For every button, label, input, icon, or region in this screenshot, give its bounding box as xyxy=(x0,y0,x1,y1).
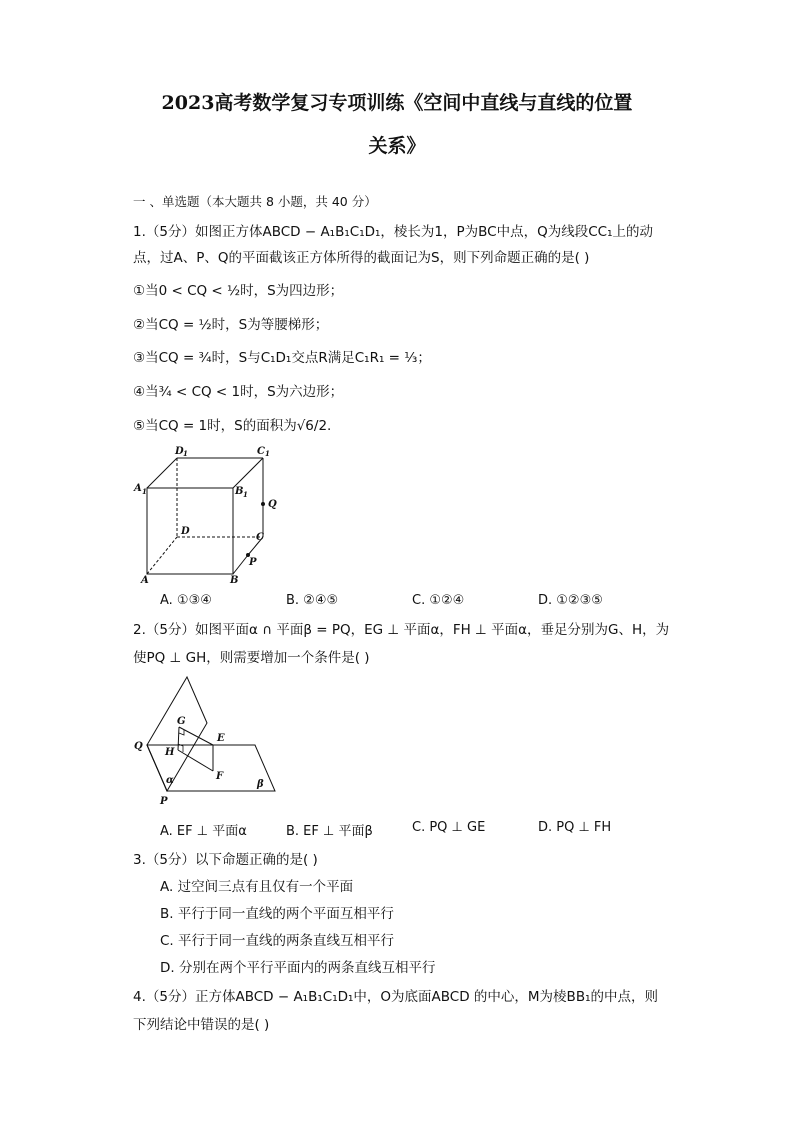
cube-front-face xyxy=(147,488,233,574)
q2-option-a[interactable]: A. EF ⊥ 平面α xyxy=(160,824,247,839)
label-h: H xyxy=(165,747,175,758)
label-alpha: α xyxy=(166,775,174,786)
label-a1: A xyxy=(134,483,142,494)
page-title: 2023高考数学复习专项训练《空间中直线与直线的位置 xyxy=(161,92,633,114)
label-a: A xyxy=(141,575,149,586)
planes-figure xyxy=(130,673,280,808)
q1-option-c[interactable]: C. ①②④ xyxy=(412,593,465,608)
q2-option-b[interactable]: B. EF ⊥ 平面β xyxy=(286,824,373,839)
line-fh xyxy=(178,750,213,771)
label-g: G xyxy=(177,716,186,727)
q2-stem-line2: 使PQ ⊥ GH，则需要增加一个条件是( ) xyxy=(133,650,370,666)
q1-statement-1: ①当0 < CQ < ½时，S为四边形； xyxy=(133,283,344,299)
label-c1: C xyxy=(257,446,265,457)
q4-stem-line1: 4.（5分）正方体ABCD − A₁B₁C₁D₁中，O为底面ABCD 的中心，M为棱BB₁的中点，则 xyxy=(133,989,658,1005)
q3-option-d[interactable]: D. 分别在两个平行平面内的两条直线互相平行 xyxy=(160,960,436,976)
label-p: P xyxy=(249,557,257,568)
q3-stem: 3.（5分）以下命题正确的是( ) xyxy=(133,852,318,868)
svg-text:1: 1 xyxy=(265,449,270,458)
q1-option-d[interactable]: D. ①②③⑤ xyxy=(538,593,603,608)
label-b: B xyxy=(230,575,239,586)
label-d1: D xyxy=(175,446,184,457)
plane-alpha xyxy=(147,677,207,791)
q1-statement-2: ②当CQ = ½时，S为等腰梯形； xyxy=(133,317,329,333)
point-q xyxy=(261,502,265,506)
q2-option-d[interactable]: D. PQ ⊥ FH xyxy=(538,820,612,835)
q3-option-b[interactable]: B. 平行于同一直线的两个平面互相平行 xyxy=(160,906,394,922)
q4-stem-line2: 下列结论中错误的是( ) xyxy=(133,1017,270,1033)
q1-statement-5: ⑤当CQ = 1时，S的面积为√6/2. xyxy=(133,418,332,434)
q2-stem-line1: 2.（5分）如图平面α ∩ 平面β = PQ，EG ⊥ 平面α，FH ⊥ 平面α，垂足分别为G、H，为 xyxy=(133,622,670,638)
q2-option-c[interactable]: C. PQ ⊥ GE xyxy=(412,820,486,835)
label-d: D xyxy=(181,526,190,537)
q1-option-a[interactable]: A. ①③④ xyxy=(160,593,212,608)
label-b1: B xyxy=(235,486,244,497)
svg-text:1: 1 xyxy=(183,449,188,458)
q1-stem-line1: 1.（5分）如图正方体ABCD − A₁B₁C₁D₁，棱长为1，P为BC中点，Q为线段CC₁上的动 xyxy=(133,224,653,240)
label-f: F xyxy=(216,771,224,782)
q1-option-b[interactable]: B. ②④⑤ xyxy=(286,593,339,608)
label-e: E xyxy=(217,733,225,744)
q1-statement-4: ④当¾ < CQ < 1时，S为六边形； xyxy=(133,384,344,400)
label-beta: β xyxy=(257,779,264,790)
svg-text:1: 1 xyxy=(142,487,147,496)
label-c: C xyxy=(256,532,264,543)
q3-option-c[interactable]: C. 平行于同一直线的两条直线互相平行 xyxy=(160,933,395,949)
label-p: P xyxy=(160,796,168,807)
q3-option-a[interactable]: A. 过空间三点有且仅有一个平面 xyxy=(160,879,354,895)
page-title-continued: 关系》 xyxy=(368,135,426,157)
line-gh xyxy=(178,727,179,750)
section-heading: 一 、单选题（本大题共 8 小题，共 40 分） xyxy=(133,194,377,209)
svg-text:1: 1 xyxy=(243,490,248,499)
label-q: Q xyxy=(134,741,143,752)
label-q: Q xyxy=(268,499,277,510)
cube-figure xyxy=(130,442,280,587)
q1-stem-line2: 点，过A、P、Q的平面截该正方体所得的截面记为S，则下列命题正确的是( ) xyxy=(133,250,590,266)
q1-statement-3: ③当CQ = ¾时，S与C₁D₁交点R满足C₁R₁ = ⅓； xyxy=(133,350,431,366)
